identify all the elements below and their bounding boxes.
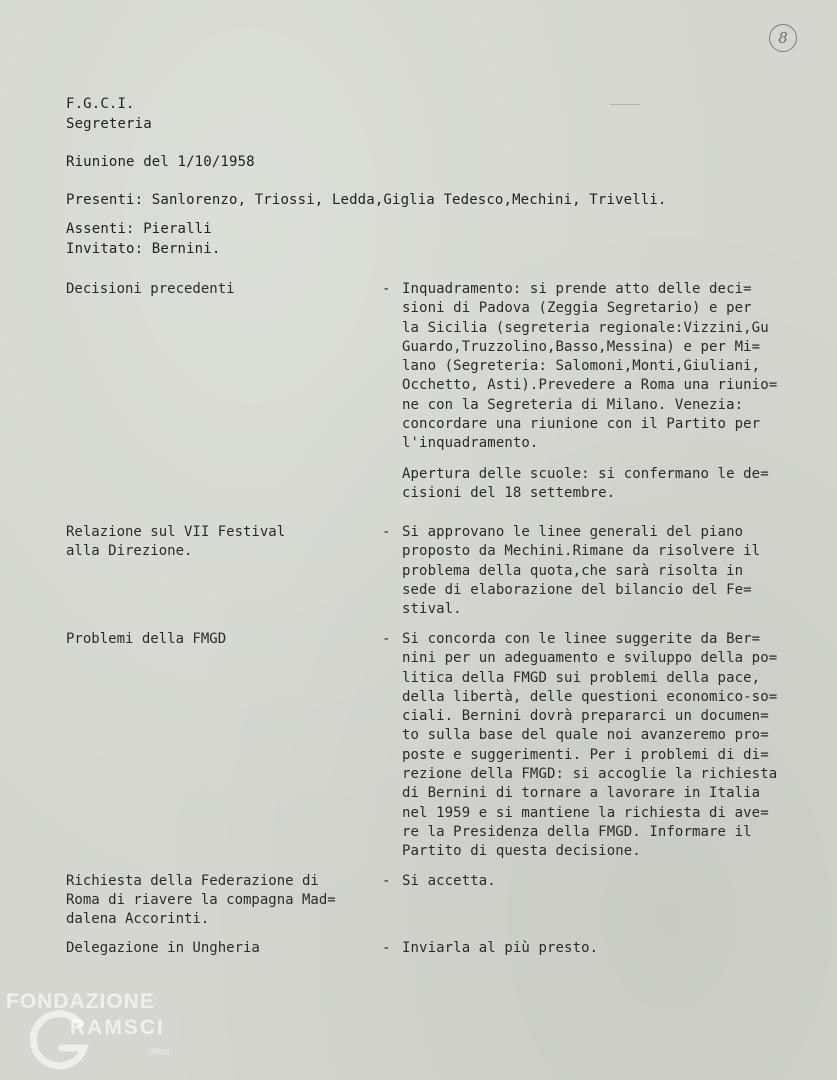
section-title-line: Delegazione in Ungheria xyxy=(66,940,260,956)
dash: - xyxy=(382,940,391,956)
presenti-line: Presenti: Sanlorenzo, Triossi, Ledda,Giglia Tedesco,Mechini, Trivelli. xyxy=(66,192,667,208)
body-line: Si accetta. xyxy=(402,873,496,889)
page-number: 8 xyxy=(769,24,797,52)
section-body xyxy=(402,523,832,619)
section-title-line: Relazione sul VII Festival xyxy=(66,524,286,540)
dash: - xyxy=(382,281,391,297)
section-title-line: Problemi della FMGD xyxy=(66,631,227,647)
section-title xyxy=(66,523,285,561)
watermark-logo xyxy=(0,988,215,1080)
dash: - xyxy=(382,631,391,647)
assenti-line: Assenti: Pieralli xyxy=(66,221,212,237)
section-title-line: Decisioni precedenti xyxy=(66,281,235,297)
body-line: nel 1959 e si mantiene la richiesta di ave= xyxy=(402,804,769,821)
section-title xyxy=(66,939,260,958)
body-line: sioni di Padova (Zeggia Segretario) e per xyxy=(402,300,752,317)
meeting-date: Riunione del 1/10/1958 xyxy=(66,154,255,170)
body-line: concordare una riunione con il Partito per xyxy=(402,416,761,433)
org-name: F.G.C.I. xyxy=(66,96,135,112)
body-line: rezione della FMGD: si accoglie la richiesta xyxy=(402,766,778,783)
body-line: problema della quota,che sarà risolta in xyxy=(402,562,744,579)
body-line: di Bernini di tornare a lavorare in Italia xyxy=(402,785,761,802)
watermark-line1: FONDAZIONE xyxy=(6,990,155,1013)
body-line: l'inquadramento. xyxy=(402,435,539,452)
body-line: Inviarla al più presto. xyxy=(402,940,599,956)
body-line: lano (Segreteria: Salomoni,Monti,Giuliani, xyxy=(402,358,761,375)
body-line: proposto da Mechini.Rimane da risolvere il xyxy=(402,543,761,560)
body-line: della libertà, delle questioni economico-so= xyxy=(402,688,778,705)
section-body xyxy=(402,872,832,891)
section-title xyxy=(66,872,336,929)
watermark-line3: onlus xyxy=(148,1046,170,1056)
body-line: cisioni del 18 settembre. xyxy=(402,485,616,502)
section-body xyxy=(402,630,832,862)
body-line: Si concorda con le linee suggerite da Ber= xyxy=(402,631,761,647)
body-line: to sulla base del quale noi avanzeremo pro= xyxy=(402,727,769,744)
section-title xyxy=(66,280,235,299)
body-line: ciali. Bernini dovrà prepararci un documen= xyxy=(402,708,769,725)
body-line: Guardo,Truzzolino,Basso,Messina) e per Mi= xyxy=(402,338,761,355)
body-line: nini per un adeguamento e sviluppo della po= xyxy=(402,650,778,667)
faint-mark xyxy=(610,104,640,105)
body-line: Partito di questa decisione. xyxy=(402,843,641,860)
dash: - xyxy=(382,524,391,540)
section-body xyxy=(402,939,832,958)
body-line: la Sicilia (segreteria regionale:Vizzini,Gu xyxy=(402,319,769,336)
section-title xyxy=(66,630,226,649)
body-line: Apertura delle scuole: si confermano le de= xyxy=(402,466,769,482)
invitato-line: Invitato: Bernini. xyxy=(66,241,221,257)
body-line: litica della FMGD sui problemi della pace, xyxy=(402,669,761,686)
body-line: poste e suggerimenti. Per i problemi di di= xyxy=(402,746,769,763)
section-title-line: alla Direzione. xyxy=(66,543,193,559)
body-line: stival. xyxy=(402,601,462,618)
section-title-line: dalena Accorinti. xyxy=(66,911,210,927)
body-line: re la Presidenza della FMGD. Informare il xyxy=(402,823,752,840)
section-body xyxy=(402,465,832,504)
section-body xyxy=(402,280,832,454)
body-line: Inquadramento: si prende atto delle deci= xyxy=(402,281,752,297)
office-name: Segreteria xyxy=(66,116,152,132)
watermark-line2: RAMSCI xyxy=(70,1016,165,1039)
body-line: sede di elaborazione del bilancio del Fe= xyxy=(402,581,752,598)
body-line: ne con la Segreteria di Milano. Venezia: xyxy=(402,396,744,413)
body-line: Occhetto, Asti).Prevedere a Roma una riunio= xyxy=(402,377,778,394)
body-line: Si approvano le linee generali del piano xyxy=(402,524,744,540)
section-title-line: Richiesta della Federazione di xyxy=(66,873,319,889)
section-title-line: Roma di riavere la compagna Mad= xyxy=(66,892,336,908)
dash: - xyxy=(382,873,391,889)
